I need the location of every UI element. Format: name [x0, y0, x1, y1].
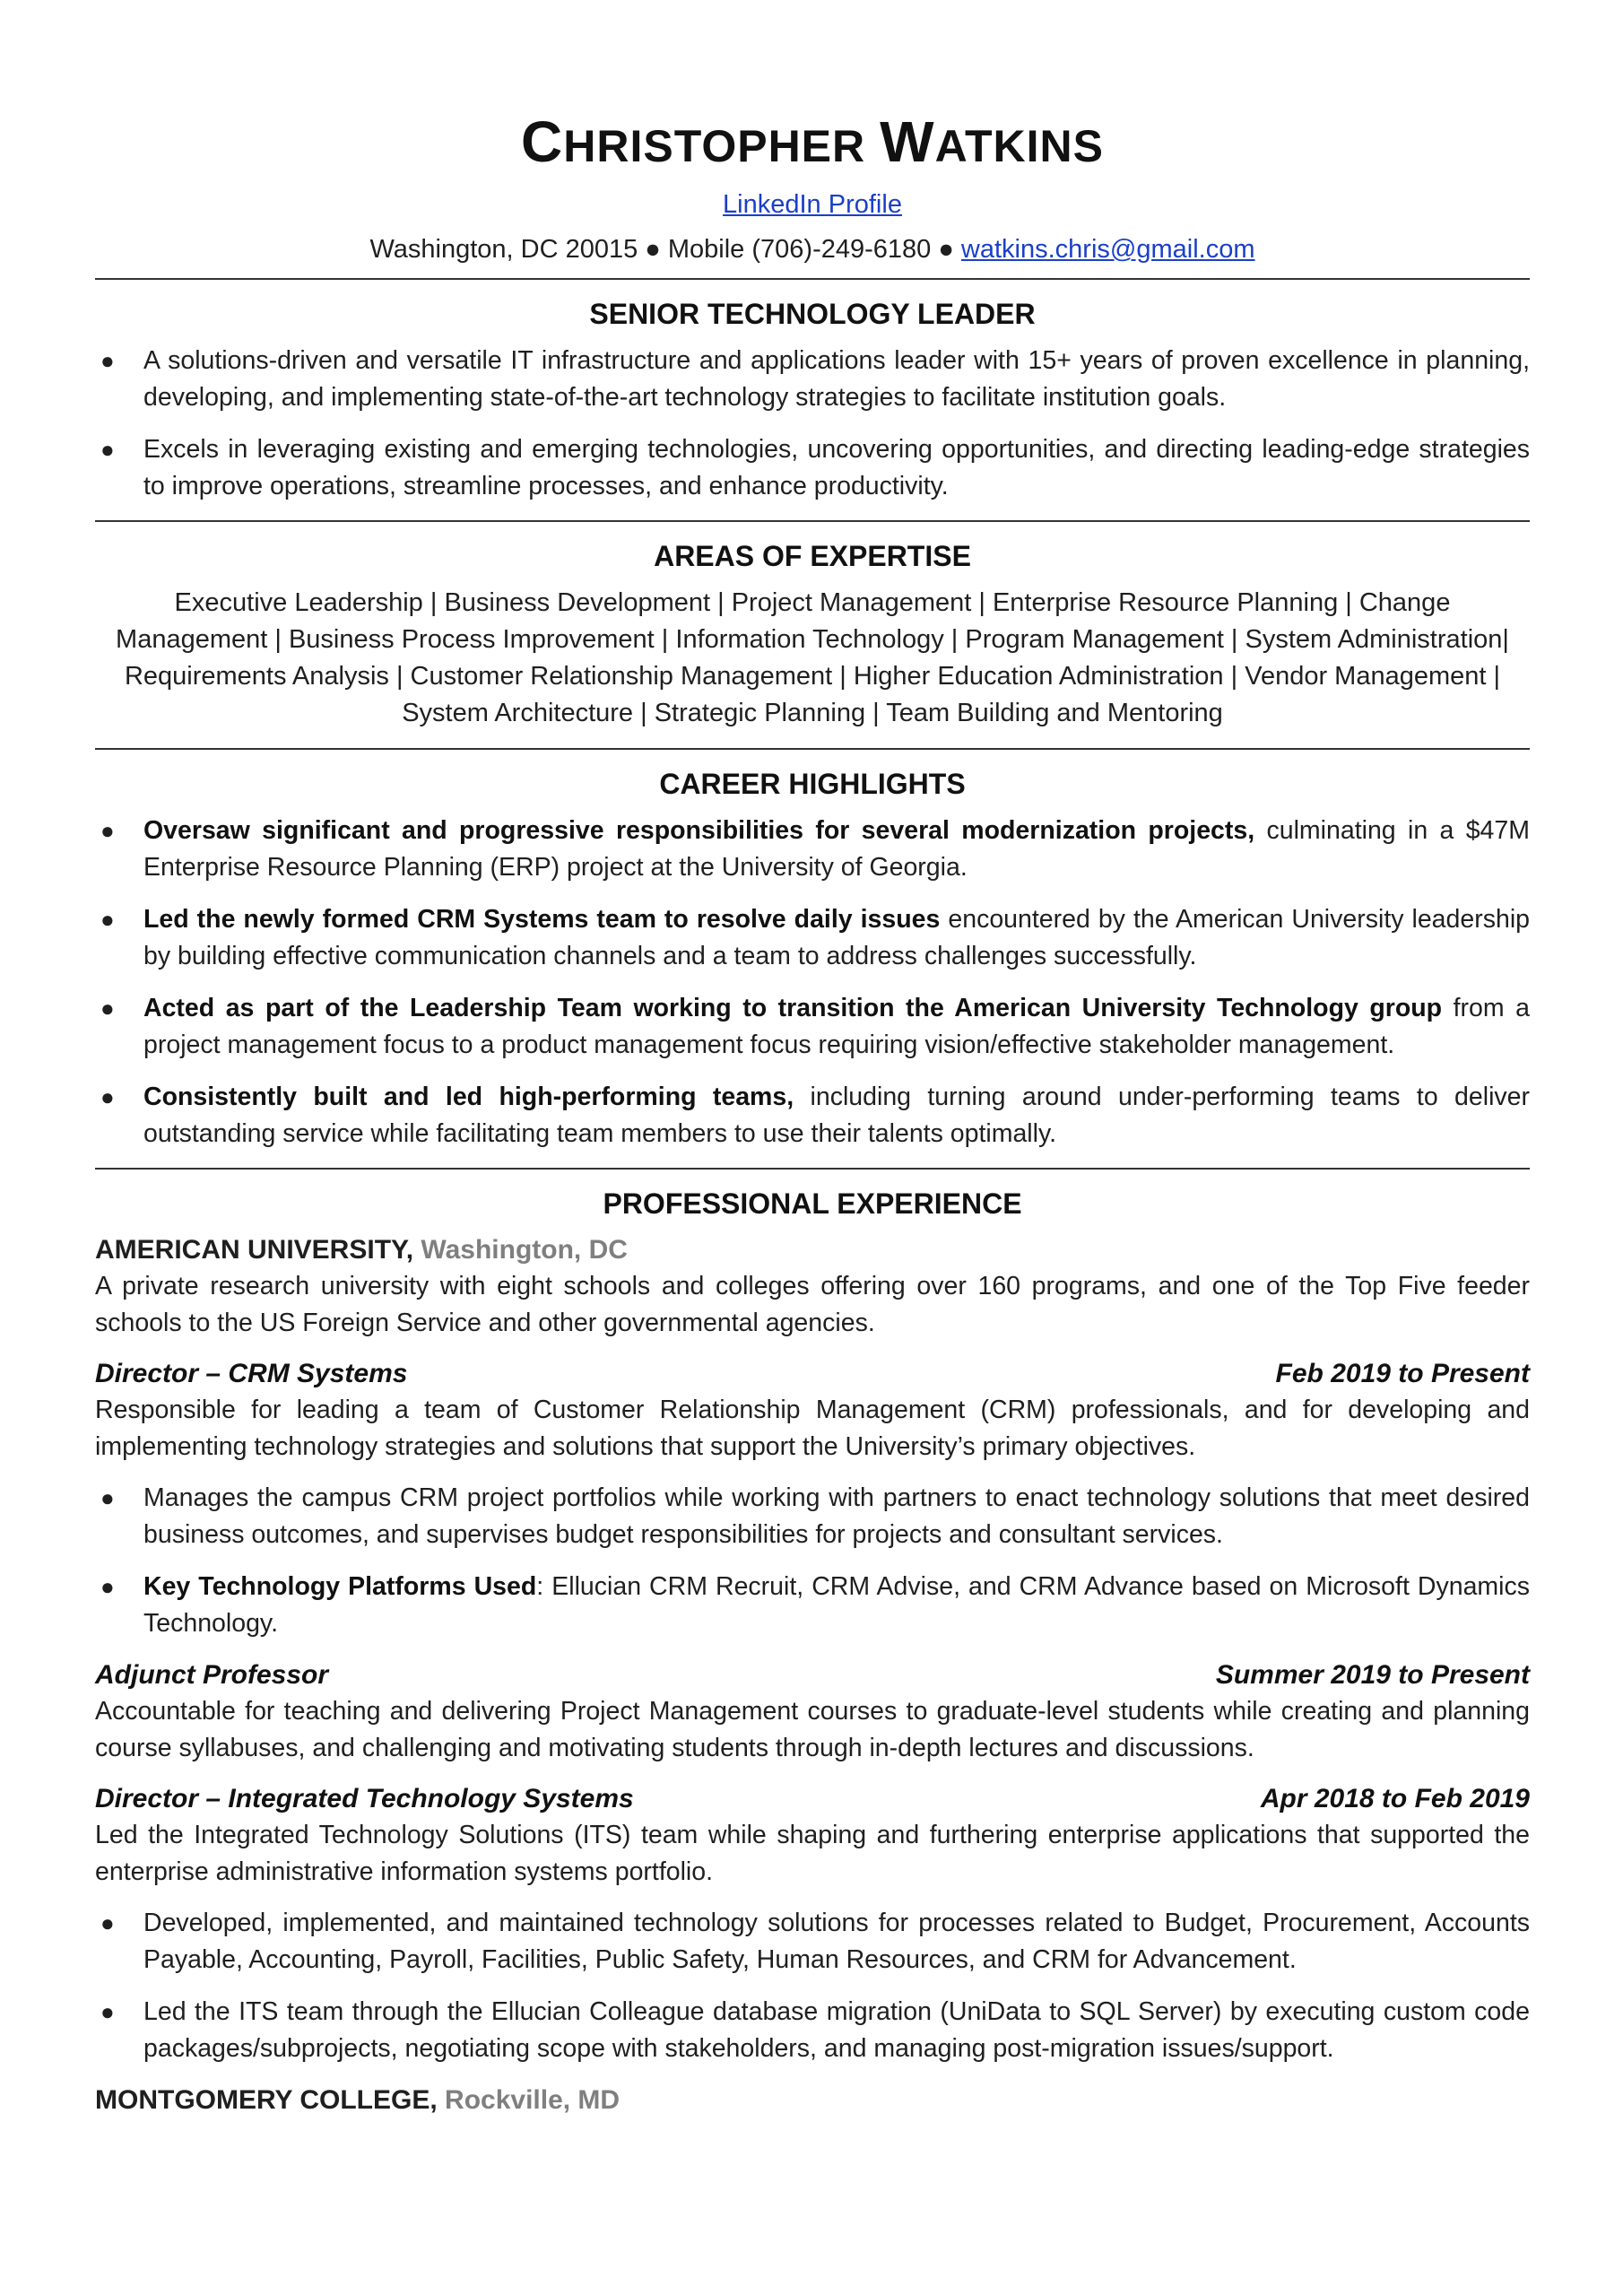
employer-description: A private research university with eight schools and colleges offering over 160 programs, and one of the Top Five feeder schools to the US Foreign Service and other governmental agencies.: [95, 1272, 1530, 1337]
job-dates: Feb 2019 to Present: [1275, 1359, 1530, 1388]
job-bullet-text: Developed, implemented, and maintained technology solutions for processes related to Budget, Procurement, Accounts Payable, Accounting, Payroll, Facilities, Public Safety, Human Resources, and CRM for Advancement.: [143, 1909, 1530, 1974]
employer-location: Washington, DC: [413, 1235, 628, 1265]
job-summary: Led the Integrated Technology Solutions (ITS) team while shaping and furthering enterprise applications that supported the enterprise administrative information systems portfolio.: [95, 1821, 1530, 1886]
bullet-icon: ●: [100, 1998, 115, 2025]
employer-location: Rockville, MD: [437, 2085, 621, 2115]
bullet-icon: ●: [100, 906, 115, 933]
summary-title: SENIOR TECHNOLOGY LEADER: [589, 298, 1036, 330]
highlight-lead: Oversaw significant and progressive responsibilities for several modernization projects,: [143, 816, 1255, 845]
highlight-lead: Led the newly formed CRM Systems team to resolve daily issues: [143, 905, 941, 934]
job-dates: Apr 2018 to Feb 2019: [1260, 1784, 1530, 1813]
job-title: Director – CRM Systems: [95, 1359, 408, 1388]
expertise-list: Executive Leadership | Business Development | Project Management | Enterprise Resource Planning | Change Management | Business Process Improvement | Information Technology | Program Management | System Administration| Requirements Analysis | Customer Relationship Management | Higher Education Administration | Vendor Management | System Architecture | Strategic Planning | Team Building and Mentoring: [116, 588, 1509, 727]
contact-details: Washington, DC 20015 ● Mobile (706)-249-6180 ●: [369, 235, 961, 264]
job-summary: Accountable for teaching and delivering Project Management courses to graduate-level students while creating and planning course syllabuses, and challenging and motivating students through in-depth lectures and discussions.: [95, 1697, 1530, 1762]
bullet-icon: ●: [100, 1083, 115, 1110]
divider: [95, 748, 1530, 750]
list-item: [95, 813, 1530, 886]
job-heading: [95, 1657, 1530, 1693]
linkedin-link[interactable]: LinkedIn Profile: [723, 190, 902, 219]
job-bullet-lead: Key Technology Platforms Used: [143, 1572, 537, 1601]
highlight-lead: Acted as part of the Leadership Team working to transition the American University Technology group: [143, 994, 1443, 1022]
name-last-initial: W: [880, 109, 935, 174]
list-item: [95, 990, 1530, 1064]
job-bullet-text: : Ellucian CRM Recruit, CRM Advise, and CRM Advance based on Microsoft Dynamics Technology.: [143, 1572, 1530, 1638]
job-dates: Summer 2019 to Present: [1215, 1660, 1530, 1690]
candidate-name: [95, 109, 1530, 174]
linkedin-row: [95, 187, 1530, 222]
list-item: [95, 431, 1530, 505]
name-first-rest: HRISTOPHER: [563, 121, 866, 171]
divider: [95, 520, 1530, 522]
experience-title: PROFESSIONAL EXPERIENCE: [603, 1187, 1022, 1220]
job-bullets: [95, 1480, 1530, 1642]
list-item: [95, 1569, 1530, 1642]
bullet-icon: ●: [100, 347, 115, 374]
job-title: Adjunct Professor: [95, 1660, 329, 1690]
job-heading: [95, 1781, 1530, 1817]
employer-heading: [95, 1232, 1530, 1268]
highlight-text: encountered by the American University leadership by building effective communication channels and a team to address challenges successfully.: [143, 905, 1530, 970]
name-last-rest: ATKINS: [934, 121, 1104, 171]
summary-bullet-text: A solutions-driven and versatile IT infrastructure and applications leader with 15+ years of proven excellence in planning, developing, and implementing state-of-the-art technology strategies to facilitate institution goals.: [143, 346, 1530, 412]
highlight-text: including turning around under-performing teams to deliver outstanding service while facilitating team members to use their talents optimally.: [143, 1083, 1531, 1148]
bullet-icon: ●: [100, 1909, 115, 1936]
list-item: [95, 1994, 1530, 2067]
divider: [95, 278, 1530, 280]
bullet-icon: ●: [100, 817, 115, 844]
summary-bullet-text: Excels in leveraging existing and emerging technologies, uncovering opportunities, and directing leading-edge strategies to improve operations, streamline processes, and enhance productivity.: [143, 435, 1530, 500]
list-item: [95, 1480, 1530, 1553]
email-link[interactable]: watkins.chris@gmail.com: [960, 235, 1255, 264]
highlight-text: culminating in a $47M Enterprise Resource Planning (ERP) project at the University of Georgia.: [143, 816, 1530, 882]
bullet-icon: ●: [100, 1484, 115, 1511]
employer-name: MONTGOMERY COLLEGE,: [95, 2085, 438, 2115]
job-title: Director – Integrated Technology Systems: [95, 1784, 634, 1813]
contact-row: [95, 231, 1530, 267]
highlight-lead: Consistently built and led high-performing teams,: [143, 1083, 794, 1111]
list-item: [95, 1079, 1530, 1152]
list-item: [95, 901, 1530, 975]
highlights-title: CAREER HIGHLIGHTS: [659, 768, 966, 800]
expertise-title: AREAS OF EXPERTISE: [654, 540, 971, 572]
bullet-icon: ●: [100, 995, 115, 1022]
job-summary: Responsible for leading a team of Customer Relationship Management (CRM) professionals, and for developing and implementing technology strategies and solutions that support the University’s primary objectives.: [95, 1396, 1530, 1461]
summary-list: [95, 343, 1530, 505]
highlight-text: from a project management focus to a product management focus requiring vision/effective stakeholder management.: [143, 994, 1531, 1059]
job-bullet-text: Manages the campus CRM project portfolios while working with partners to enact technology solutions that meet desired business outcomes, and supervises budget responsibilities for projects and consultant services.: [143, 1483, 1530, 1549]
job-bullet-text: Led the ITS team through the Ellucian Colleague database migration (UniData to SQL Server) by executing custom code packages/subprojects, negotiating scope with stakeholders, and managing post-migration issues/support.: [143, 1997, 1530, 2063]
name-first-initial: C: [521, 109, 564, 174]
job-heading: [95, 1356, 1530, 1392]
job-bullets: [95, 1905, 1530, 2067]
bullet-icon: ●: [100, 1573, 115, 1600]
bullet-icon: ●: [100, 436, 115, 463]
highlights-list: [95, 813, 1530, 1152]
divider: [95, 1168, 1530, 1170]
employer-name: AMERICAN UNIVERSITY,: [95, 1235, 414, 1265]
employer-heading: [95, 2083, 1530, 2118]
list-item: [95, 1905, 1530, 1979]
list-item: [95, 343, 1530, 416]
